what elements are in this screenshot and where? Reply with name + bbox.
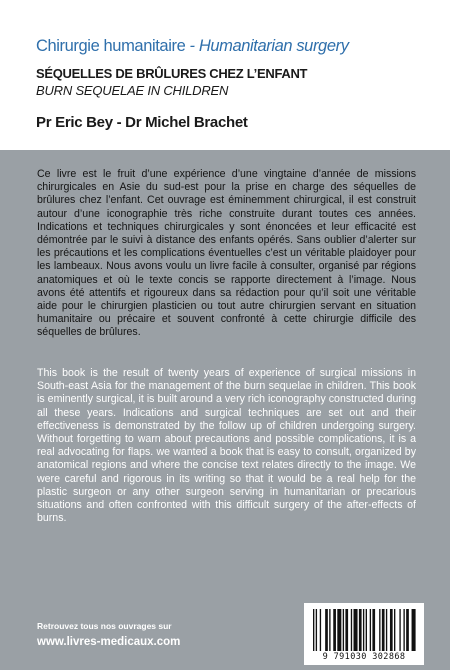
barcode-bar [343, 609, 344, 651]
barcode-bar [370, 609, 371, 651]
barcode-bar [379, 609, 380, 651]
header-panel [0, 0, 450, 150]
barcode-bar [372, 609, 375, 651]
barcode-bar [363, 609, 364, 651]
authors: Pr Eric Bey - Dr Michel Brachet [36, 114, 248, 131]
book-title-en: BURN SEQUELAE IN CHILDREN [36, 83, 229, 98]
barcode-bar [316, 609, 317, 651]
barcode-bar [337, 609, 341, 651]
series-title-en: Humanitarian surgery [198, 37, 349, 55]
series-title-fr: Chirurgie humanitaire [36, 37, 186, 55]
barcode-bar [366, 609, 367, 651]
description-en: This book is the result of twenty years of experience of surgical missions in South-east Asia for the management of the burn sequelae in children. This book is eminently surgical, it is built around a very rich iconography constructed during all these years. Indications and surgical techniques are set out and their effectiveness is demonstrated by the follow up of children undergoing surgery. Without forgetting to warn about precautions and possible complications, it is a real advocating for flaps. we wanted a book that is easy to consult, organized by anatomical regions and where the concise text relates directly to the image. We were careful and rigorous in its writing so that it would be a real help for the plastic surgeon or any other surgeon serving in humanitarian or precarious situations and often confronted with this difficult surgery of the after-effects of burns. [37, 367, 416, 525]
barcode-bar [390, 609, 393, 651]
barcode-bar [406, 609, 409, 651]
series-title [36, 37, 349, 56]
barcode-bar [354, 609, 358, 651]
barcode-bar [351, 609, 352, 651]
barcode-bar [325, 609, 328, 651]
barcode-bar [345, 609, 348, 651]
barcode-bar [399, 609, 400, 651]
barcode-bar [313, 609, 314, 651]
barcode-bar [359, 609, 362, 651]
barcode-bar [412, 609, 416, 651]
barcode-bar [320, 609, 321, 651]
barcode-bar [403, 609, 404, 651]
barcode-bar [333, 609, 336, 651]
barcode-bar [394, 609, 395, 651]
description-fr: Ce livre est le fruit d’une expérience d’une vingtaine d’année de missions chirurgicales en Asie du sud-est pour la prise en charge des séquelles de brûlures chez l’enfant. Cet ouvrage est éminemment chirurgical, il est construit autour d’une iconographie très riche construite durant toutes ces années. Indications et techniques chirurgicales y sont énoncées et leur efficacité est démontrée par le suivi à distance des enfants opérés. Sans oublier d’alerter sur les précautions et les complications éventuelles c’est un véritable plaidoyer pour les lambeaux. Nous avons voulu un livre facile à consulter, organisé par régions anatomiques et où le texte concis se rapporte directement à l’image. Nous avons été attentifs et rigoureux dans sa rédaction pour qu’il soit une véritable aide pour le chirurgien plasticien ou tout autre chirurgien servant en situation humanitaire ou précaire et souvent confronté à cette chirurgie difficile des séquelles de brûlures. [37, 168, 416, 339]
barcode-bar [329, 609, 330, 651]
isbn-barcode [304, 603, 424, 665]
publisher-url[interactable]: www.livres-medicaux.com [37, 636, 181, 648]
book-title-fr: SÉQUELLES DE BRÛLURES CHEZ L’ENFANT [36, 66, 308, 81]
barcode-bar [386, 609, 387, 651]
barcode-bar [382, 609, 385, 651]
barcode-graphic [312, 609, 416, 651]
footer-label: Retrouvez tous nos ouvrages sur [37, 621, 172, 631]
isbn-number: 9 791030 302868 [322, 652, 406, 662]
series-separator: - [185, 37, 199, 55]
